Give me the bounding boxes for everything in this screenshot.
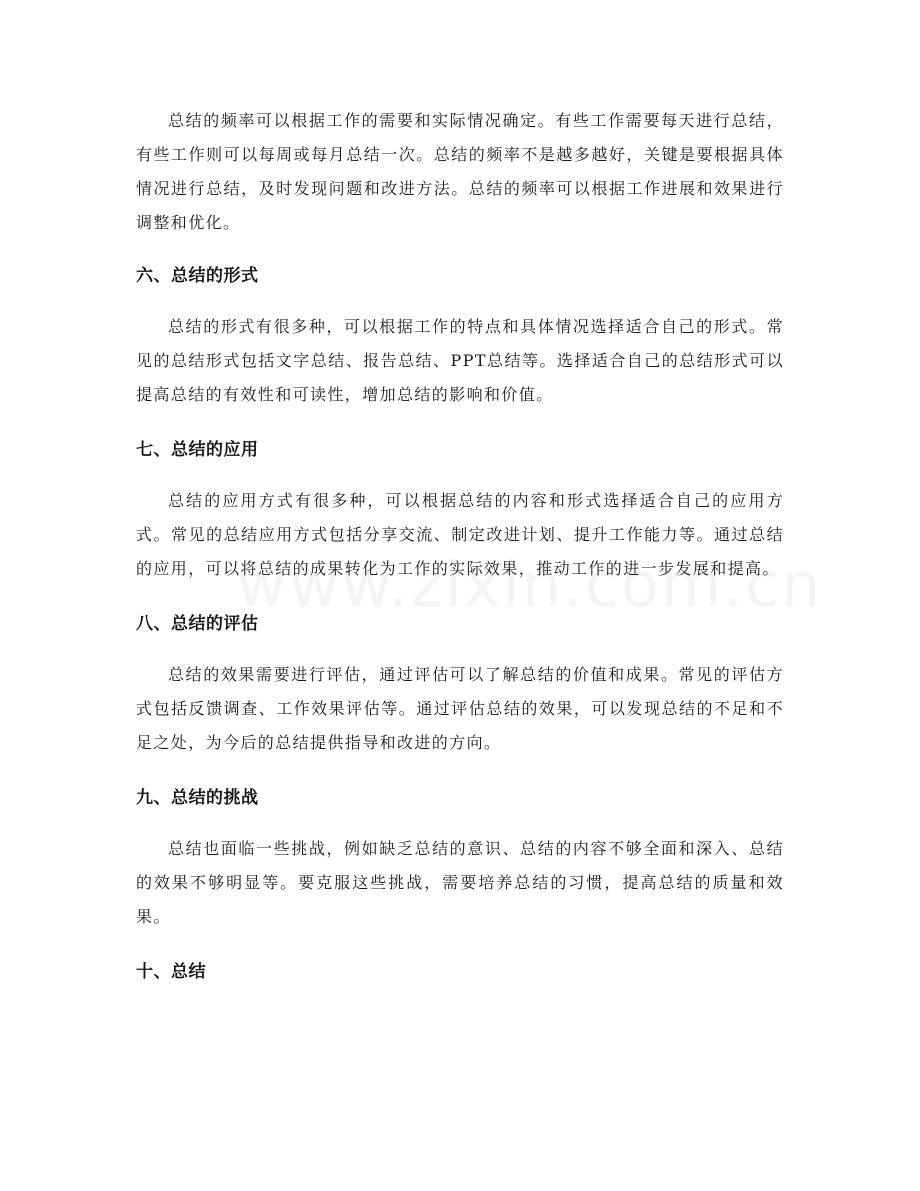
- document-body: [136, 104, 784, 986]
- paragraph-summary-challenges: 总结也面临一些挑战，例如缺乏总结的意识、总结的内容不够全面和深入、总结的效果不够明显等。要克服这些挑战，需要培养总结的习惯，提高总结的质量和效果。: [136, 839, 784, 926]
- heading-summary-form: 六、总结的形式: [136, 266, 259, 286]
- paragraph-summary-application: 总结的应用方式有很多种，可以根据总结的内容和形式选择适合自己的应用方式。常见的总结应用方式包括分享交流、制定改进计划、提升工作能力等。通过总结的应用，可以将总结的成果转化为工作的实际效果，推动工作的进一步发展和提高。: [136, 491, 784, 578]
- paragraph-summary-frequency: 总结的频率可以根据工作的需要和实际情况确定。有些工作需要每天进行总结，有些工作则可以每周或每月总结一次。总结的频率不是越多越好，关键是要根据具体情况进行总结，及时发现问题和改进方法。总结的频率可以根据工作进展和效果进行调整和优化。: [136, 111, 784, 232]
- heading-summary-application: 七、总结的应用: [136, 440, 259, 460]
- heading-summary-challenges: 九、总结的挑战: [136, 788, 259, 808]
- paragraph-summary-evaluation: 总结的效果需要进行评估，通过评估可以了解总结的价值和成果。常见的评估方式包括反馈调查、工作效果评估等。通过评估总结的效果，可以发现总结的不足和不足之处，为今后的总结提供指导和改进的方向。: [136, 665, 784, 752]
- paragraph-summary-form: 总结的形式有很多种，可以根据工作的特点和具体情况选择适合自己的形式。常见的总结形式包括文字总结、报告总结、PPT总结等。选择适合自己的总结形式可以提高总结的有效性和可读性，增加总结的影响和价值。: [136, 317, 784, 404]
- heading-conclusion: 十、总结: [136, 962, 206, 982]
- heading-summary-evaluation: 八、总结的评估: [136, 614, 259, 634]
